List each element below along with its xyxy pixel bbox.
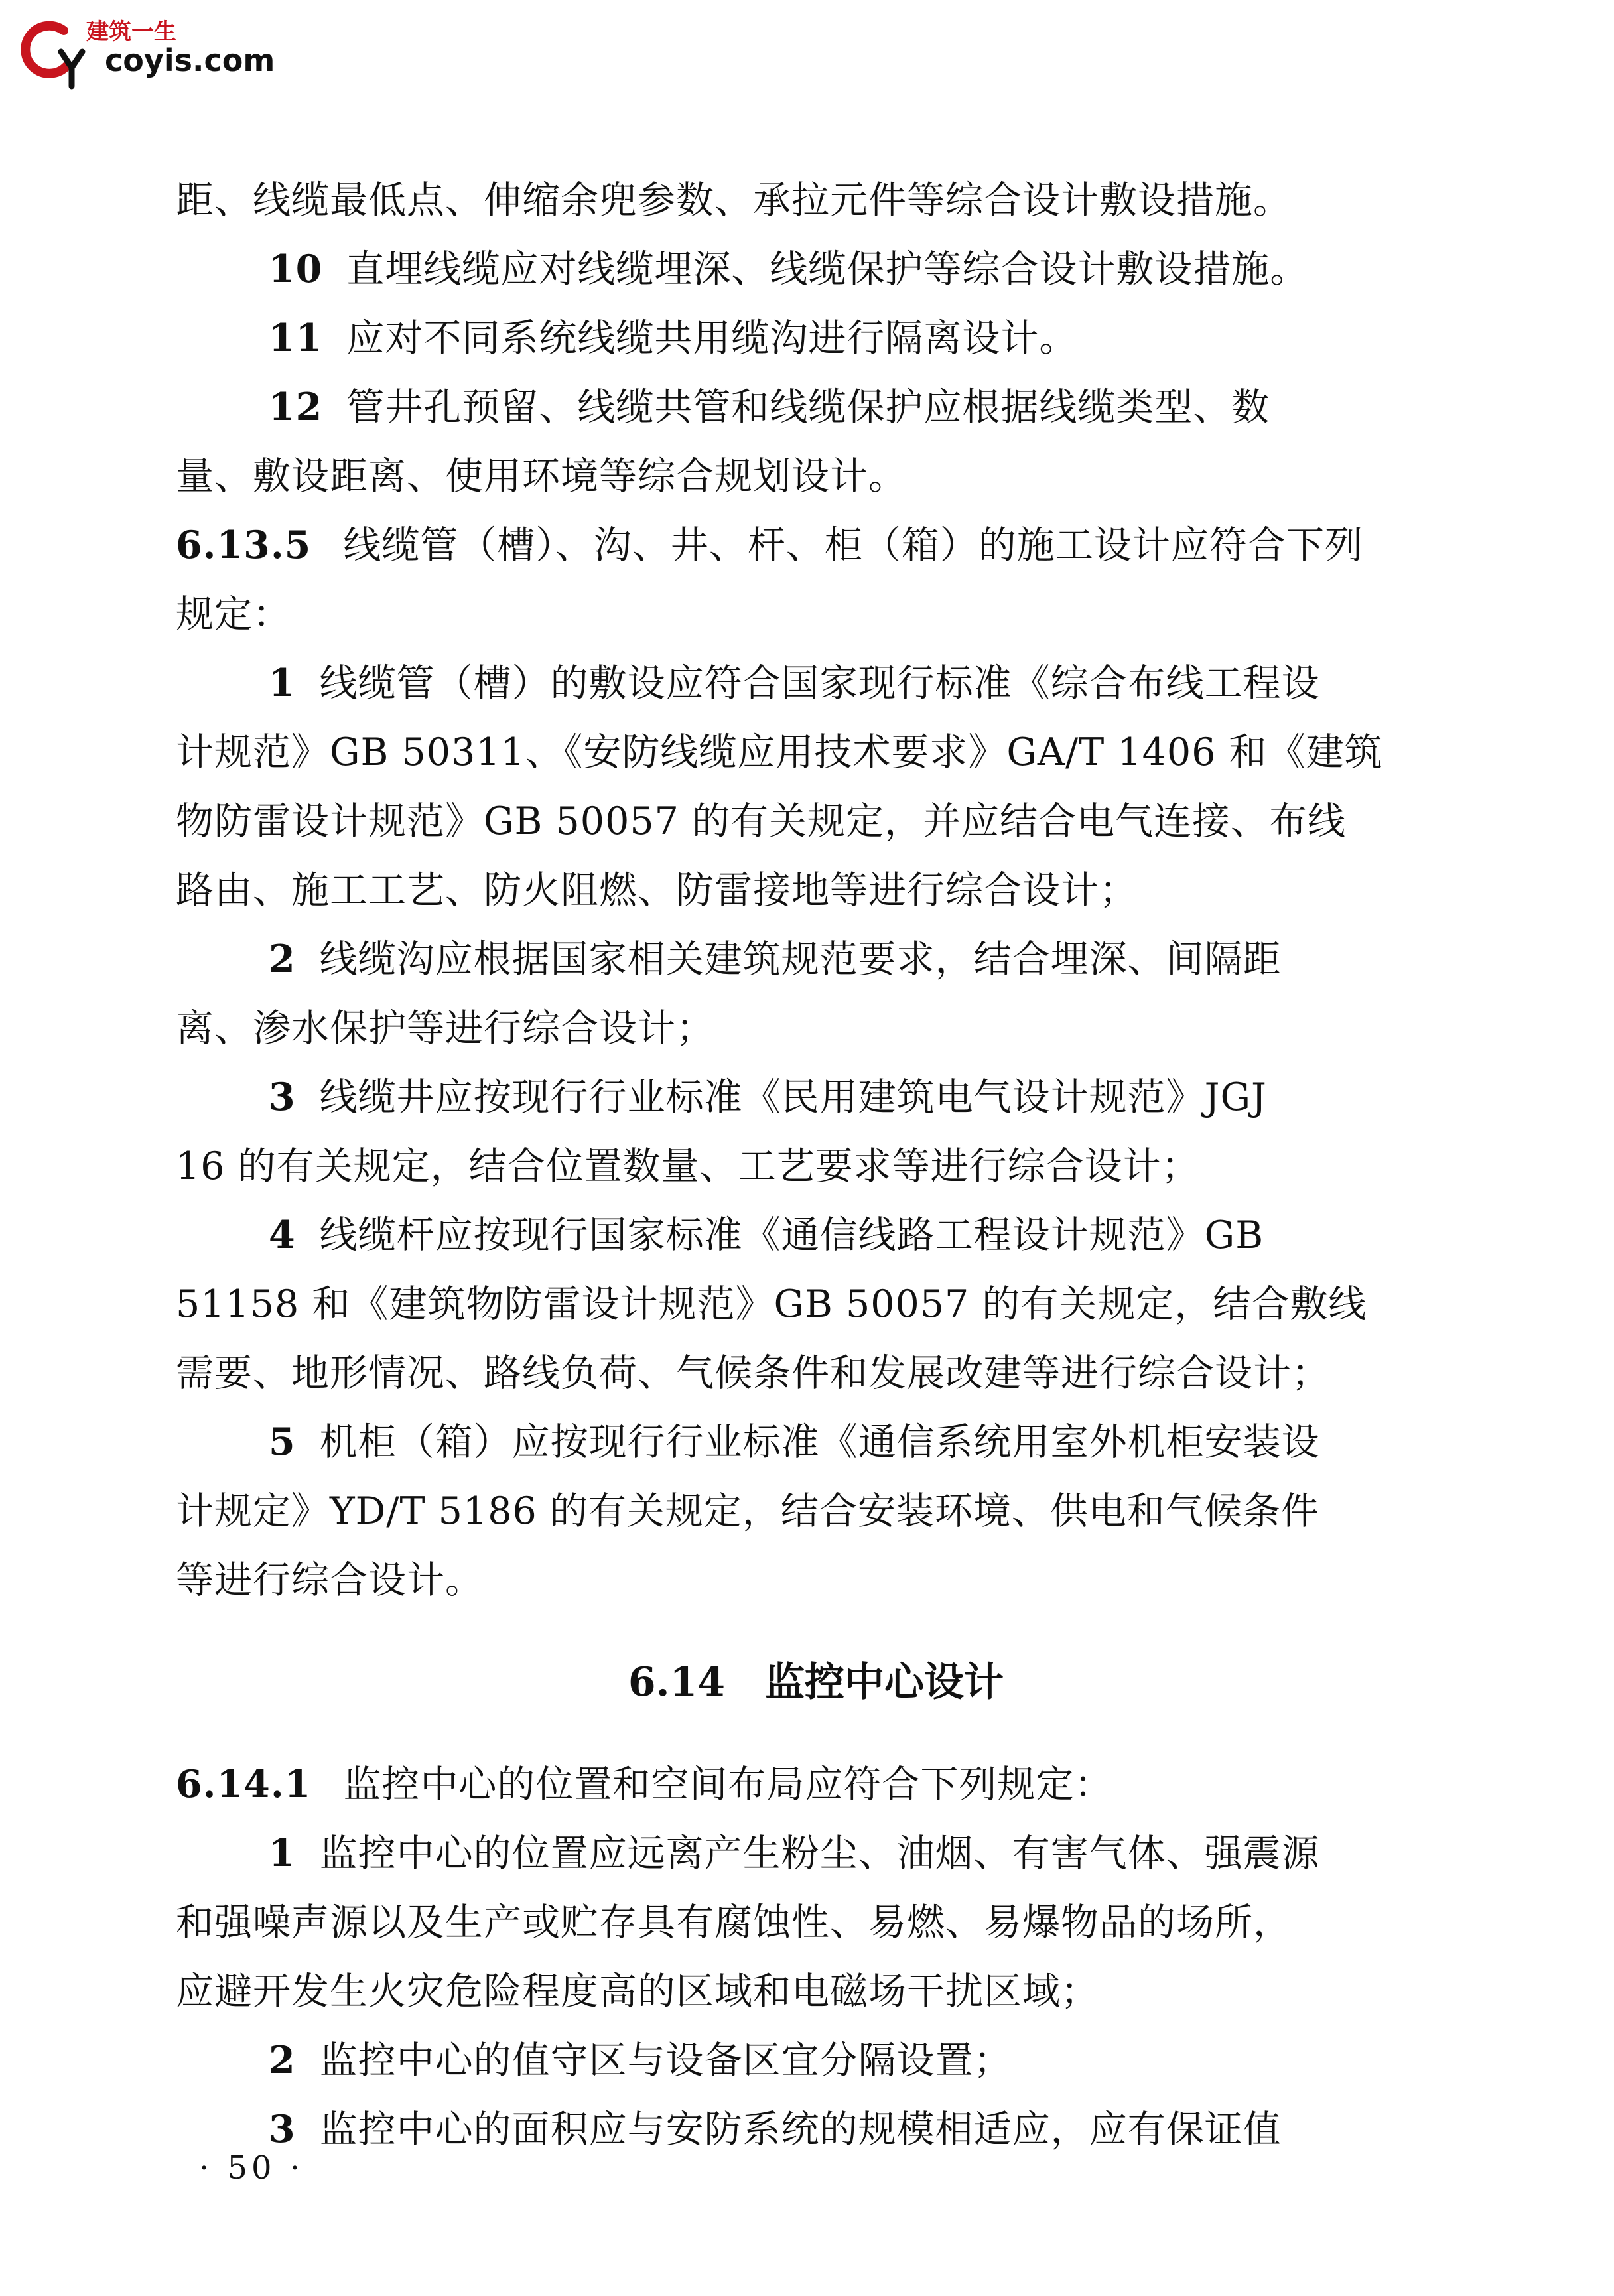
text-line xyxy=(176,166,1456,235)
line-text: 计规定》YD/T 5186 的有关规定，结合安装环境、供电和气候条件 xyxy=(176,1489,1319,1533)
line-text: 16 的有关规定，结合位置数量、工艺要求等进行综合设计； xyxy=(176,1144,1200,1188)
text-line xyxy=(176,2095,1456,2164)
text-line xyxy=(176,856,1456,925)
item-number: 10 xyxy=(269,247,323,291)
item-number: 1 xyxy=(269,661,296,705)
text-line xyxy=(176,1270,1456,1339)
clause-number: 6.14.1 xyxy=(176,1762,312,1806)
clause-number: 6.13.5 xyxy=(176,523,312,567)
line-text: 线缆管（槽）、沟、井、杆、柜（箱）的施工设计应符合下列 xyxy=(343,523,1363,567)
line-text: 计规范》GB 50311、《安防线缆应用技术要求》GA/T 1406 和《建筑 xyxy=(176,730,1383,774)
line-text: 规定： xyxy=(176,592,291,636)
item-number: 1 xyxy=(269,1831,296,1875)
clause-6-13-text xyxy=(176,166,1456,1615)
item-number: 11 xyxy=(269,316,323,360)
line-text: 距、线缆最低点、伸缩余兜参数、承拉元件等综合设计敷设措施。 xyxy=(176,178,1292,222)
item-number: 2 xyxy=(269,2038,296,2082)
line-text: 直埋线缆应对线缆埋深、线缆保护等综合设计敷设措施。 xyxy=(346,247,1309,291)
text-line xyxy=(176,925,1456,994)
line-text: 路由、施工工艺、防火阻燃、防雷接地等进行综合设计； xyxy=(176,868,1138,912)
text-line xyxy=(176,304,1456,373)
text-line xyxy=(176,1408,1456,1477)
line-text: 线缆沟应根据国家相关建筑规范要求，结合埋深、间隔距 xyxy=(319,937,1282,981)
section-heading xyxy=(176,1648,1456,1717)
section-title: 监控中心设计 xyxy=(765,1659,1004,1706)
watermark-site-name: 建筑一生 xyxy=(86,19,176,45)
line-text: 线缆杆应按现行国家标准《通信线路工程设计规范》GB xyxy=(319,1213,1264,1257)
line-text: 物防雷设计规范》GB 50057 的有关规定，并应结合电气连接、布线 xyxy=(176,799,1346,843)
line-text: 监控中心的值守区与设备区宜分隔设置； xyxy=(319,2039,1012,2082)
text-line xyxy=(176,1339,1456,1408)
line-text: 等进行综合设计。 xyxy=(176,1558,484,1602)
text-line xyxy=(176,994,1456,1063)
line-text: 线缆管（槽）的敷设应符合国家现行标准《综合布线工程设 xyxy=(319,661,1320,705)
text-line xyxy=(176,1201,1456,1270)
text-line xyxy=(176,1750,1456,1819)
document-body xyxy=(176,166,1456,2164)
text-line xyxy=(176,511,1456,580)
page-number: · 50 · xyxy=(199,2149,304,2187)
text-line xyxy=(176,373,1456,442)
text-line xyxy=(176,1063,1456,1132)
item-number: 2 xyxy=(269,937,296,981)
text-line xyxy=(176,580,1456,649)
text-line xyxy=(176,1819,1456,1888)
line-text: 机柜（箱）应按现行行业标准《通信系统用室外机柜安装设 xyxy=(319,1420,1320,1464)
line-text: 监控中心的面积应与安防系统的规模相适应，应有保证值 xyxy=(319,2108,1282,2151)
text-line xyxy=(176,2026,1456,2095)
text-line xyxy=(176,1132,1456,1201)
item-number: 3 xyxy=(269,1075,296,1119)
section-number: 6.14 xyxy=(628,1659,726,1706)
text-line xyxy=(176,718,1456,787)
text-line xyxy=(176,787,1456,856)
text-line xyxy=(176,235,1456,304)
watermark-logo xyxy=(12,11,291,90)
text-line xyxy=(176,1957,1456,2026)
line-text: 51158 和《建筑物防雷设计规范》GB 50057 的有关规定，结合敷线 xyxy=(176,1282,1367,1326)
clause-6-14-text xyxy=(176,1750,1456,2164)
line-text: 和强噪声源以及生产或贮存具有腐蚀性、易燃、易爆物品的场所， xyxy=(176,1901,1292,1944)
text-line xyxy=(176,649,1456,718)
item-number: 3 xyxy=(269,2107,296,2151)
line-text: 监控中心的位置应远离产生粉尘、油烟、有害气体、强震源 xyxy=(319,1832,1320,1875)
line-text: 管井孔预留、线缆共管和线缆保护应根据线缆类型、数 xyxy=(346,385,1270,429)
line-text: 离、渗水保护等进行综合设计； xyxy=(176,1006,714,1050)
line-text: 监控中心的位置和空间布局应符合下列规定： xyxy=(343,1763,1113,1806)
item-number: 4 xyxy=(269,1213,296,1257)
line-text: 应避开发生火灾危险程度高的区域和电磁场干扰区域； xyxy=(176,1970,1099,2013)
line-text: 线缆井应按现行行业标准《民用建筑电气设计规范》JGJ xyxy=(319,1075,1267,1119)
cy-logo-icon xyxy=(12,11,92,90)
text-line xyxy=(176,1477,1456,1546)
watermark-url: coyis.com xyxy=(105,42,275,78)
line-text: 应对不同系统线缆共用缆沟进行隔离设计。 xyxy=(346,316,1078,360)
item-number: 5 xyxy=(269,1420,296,1464)
item-number: 12 xyxy=(269,385,323,429)
text-line xyxy=(176,1888,1456,1957)
text-line xyxy=(176,1546,1456,1615)
line-text: 量、敷设距离、使用环境等综合规划设计。 xyxy=(176,454,907,498)
text-line xyxy=(176,442,1456,511)
line-text: 需要、地形情况、路线负荷、气候条件和发展改建等进行综合设计； xyxy=(176,1351,1330,1395)
